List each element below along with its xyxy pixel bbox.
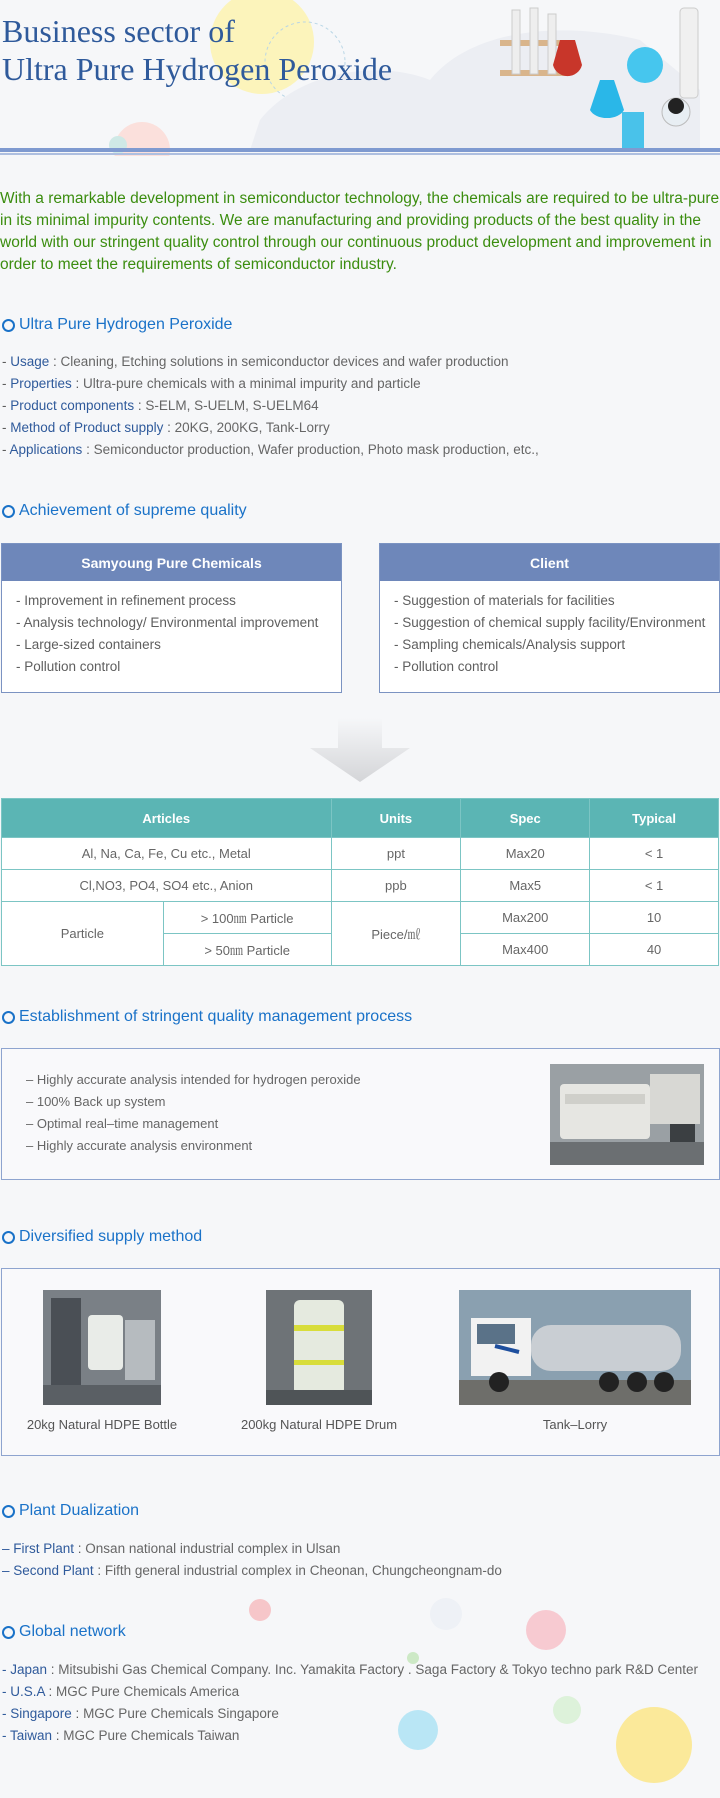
cell-spec: Max20 — [461, 838, 590, 870]
process-frame — [1, 1048, 720, 1180]
list-item: - Suggestion of materials for facilities — [394, 593, 615, 608]
list-item: – Highly accurate analysis intended for hydrogen peroxide — [26, 1072, 361, 1087]
list-item: - Suggestion of chemical supply facility/Environment — [394, 615, 706, 630]
list-item: – Highly accurate analysis environment — [26, 1138, 253, 1153]
list-item: - Pollution control — [394, 659, 499, 674]
cell-spec: Max400 — [461, 934, 590, 966]
cell-spec: Max5 — [461, 870, 590, 902]
cell-typical: < 1 — [590, 838, 719, 870]
info-value: Fifth general industrial complex in Cheonan, Chungcheongnam-do — [104, 1563, 502, 1578]
info-key: Usage — [10, 354, 50, 369]
analysis-equipment-photo — [550, 1064, 704, 1165]
info-key: - Singapore — [2, 1706, 72, 1721]
quality-box-list — [2, 581, 341, 678]
cell-particle-sub: > 50㎚ Particle — [163, 934, 331, 966]
down-arrow-icon — [310, 718, 410, 782]
plant-item: – Second Plant : Fifth general industrial complex in Cheonan, Chungcheongnam-do — [2, 1563, 502, 1578]
network-item: - Taiwan : MGC Pure Chemicals Taiwan — [2, 1728, 240, 1743]
network-item: - U.S.A : MGC Pure Chemicals America — [2, 1684, 240, 1699]
list-item: – 100% Back up system — [26, 1094, 166, 1109]
quality-box-title: Client — [380, 544, 719, 581]
cell-particle-sub: > 100㎚ Particle — [163, 902, 331, 934]
supply-frame — [1, 1268, 720, 1456]
cell-particle-label: Particle — [2, 902, 164, 966]
info-key: Product components — [10, 398, 135, 413]
info-key: - U.S.A — [2, 1684, 45, 1699]
page-title — [2, 12, 392, 88]
info-key: - Japan — [2, 1662, 48, 1677]
product-info-item: - Method of Product supply : 20KG, 200KG, Tank-Lorry — [2, 420, 330, 435]
info-key: - Taiwan — [2, 1728, 53, 1743]
cell-typical: 40 — [590, 934, 719, 966]
cell-unit: Piece/㎖ — [331, 902, 461, 966]
cell-article: Al, Na, Ca, Fe, Cu etc., Metal — [2, 838, 332, 870]
page-title-line2: Ultra Pure Hydrogen Peroxide — [2, 51, 393, 87]
ring-bullet-icon — [2, 1626, 15, 1639]
tank-lorry-photo — [459, 1290, 691, 1405]
section-title: Ultra Pure Hydrogen Peroxide — [19, 316, 233, 333]
intro-paragraph: With a remarkable development in semiconductor technology, the chemicals are required to be ultra-pure in its minimal impurity contents. We are manufacturing and providing products of the best quality in the world with our stringent quality control through our continuous product development and improvement in order to meet the requirements of semiconductor industry. — [0, 190, 720, 273]
header-rule — [0, 148, 720, 152]
cell-unit: ppt — [331, 838, 461, 870]
col-header-spec: Spec — [461, 799, 590, 838]
info-value: Onsan national industrial complex in Ulsan — [85, 1541, 341, 1556]
col-header-units: Units — [331, 799, 461, 838]
section-title: Establishment of stringent quality management process — [19, 1008, 413, 1025]
info-value: Ultra-pure chemicals with a minimal impurity and particle — [83, 376, 421, 391]
col-header-typical: Typical — [590, 799, 719, 838]
info-value: 20KG, 200KG, Tank-Lorry — [174, 420, 330, 435]
info-value: MGC Pure Chemicals Taiwan — [63, 1728, 240, 1743]
section-heading-plant — [2, 1502, 139, 1520]
quality-box-title: Samyoung Pure Chemicals — [2, 544, 341, 581]
section-heading-process — [2, 1008, 412, 1026]
spec-table — [1, 798, 719, 966]
cell-article: Cl,NO3, PO4, SO4 etc., Anion — [2, 870, 332, 902]
supply-caption: 20kg Natural HDPE Bottle — [26, 1417, 178, 1432]
info-key: Method of Product supply — [10, 420, 164, 435]
col-header-articles: Articles — [2, 799, 332, 838]
section-heading-network — [2, 1623, 126, 1641]
info-key: – Second Plant — [2, 1563, 94, 1578]
list-item: - Analysis technology/ Environmental improvement — [16, 615, 319, 630]
info-value: Semiconductor production, Wafer production, Photo mask production, etc., — [93, 442, 539, 457]
product-info-item: - Usage : Cleaning, Etching solutions in semiconductor devices and wafer production — [2, 354, 509, 369]
table-row — [2, 902, 719, 934]
section-title: Global network — [19, 1623, 126, 1640]
table-row — [2, 838, 719, 870]
header-rule-thin — [0, 153, 720, 155]
ring-bullet-icon — [2, 1505, 15, 1518]
cell-typical: < 1 — [590, 870, 719, 902]
ring-bullet-icon — [2, 319, 15, 332]
ring-bullet-icon — [2, 1231, 15, 1244]
info-key: Applications — [9, 442, 83, 457]
page-header — [0, 0, 720, 156]
section-title: Achievement of supreme quality — [19, 502, 247, 519]
list-item: – Optimal real–time management — [26, 1116, 219, 1131]
supply-caption: Tank–Lorry — [542, 1417, 608, 1432]
section-title: Plant Dualization — [19, 1502, 140, 1519]
table-row — [2, 870, 719, 902]
ring-bullet-icon — [2, 505, 15, 518]
info-value: Mitsubishi Gas Chemical Company. Inc. Yamakita Factory . Saga Factory & Tokyo techno park R&D Center — [58, 1662, 699, 1677]
info-key: – First Plant — [2, 1541, 75, 1556]
product-info-item: - Properties : Ultra-pure chemicals with a minimal impurity and particle — [2, 376, 421, 391]
section-heading-supply — [2, 1228, 202, 1246]
list-item: - Large-sized containers — [16, 637, 161, 652]
supply-caption: 200kg Natural HDPE Drum — [240, 1417, 398, 1432]
section-title: Diversified supply method — [19, 1228, 203, 1245]
plant-list — [2, 1538, 502, 1582]
product-info-item: - Product components : S-ELM, S-UELM, S-UELM64 — [2, 398, 319, 413]
plant-item: – First Plant : Onsan national industrial complex in Ulsan — [2, 1541, 341, 1556]
section-heading-quality — [2, 502, 247, 520]
quality-box-list — [380, 581, 719, 678]
cell-unit: ppb — [331, 870, 461, 902]
info-value: MGC Pure Chemicals Singapore — [83, 1706, 279, 1721]
list-item: - Improvement in refinement process — [16, 593, 236, 608]
ring-bullet-icon — [2, 1011, 15, 1024]
product-info-item: - Applications : Semiconductor production, Wafer production, Photo mask production, etc., — [2, 442, 539, 457]
table-header-row — [2, 799, 719, 838]
quality-box-client — [379, 543, 720, 693]
cell-spec: Max200 — [461, 902, 590, 934]
list-item: - Sampling chemicals/Analysis support — [394, 637, 626, 652]
info-value: Cleaning, Etching solutions in semiconductor devices and wafer production — [60, 354, 509, 369]
info-value: MGC Pure Chemicals America — [56, 1684, 240, 1699]
network-list — [2, 1659, 698, 1747]
network-item: - Japan : Mitsubishi Gas Chemical Company. Inc. Yamakita Factory . Saga Factory & Tokyo techno park R&D Center — [2, 1662, 699, 1677]
process-list — [26, 1069, 361, 1157]
page-title-line1: Business sector of — [2, 13, 235, 49]
section-heading-product — [2, 316, 232, 334]
hdpe-bottle-photo — [43, 1290, 161, 1405]
network-item: - Singapore : MGC Pure Chemicals Singapore — [2, 1706, 279, 1721]
list-item: - Pollution control — [16, 659, 121, 674]
info-value: S-ELM, S-UELM, S-UELM64 — [145, 398, 319, 413]
quality-box-samyoung — [1, 543, 342, 693]
info-key: Properties — [10, 376, 72, 391]
cell-typical: 10 — [590, 902, 719, 934]
product-info-list — [2, 351, 539, 461]
hdpe-drum-photo — [266, 1290, 372, 1405]
